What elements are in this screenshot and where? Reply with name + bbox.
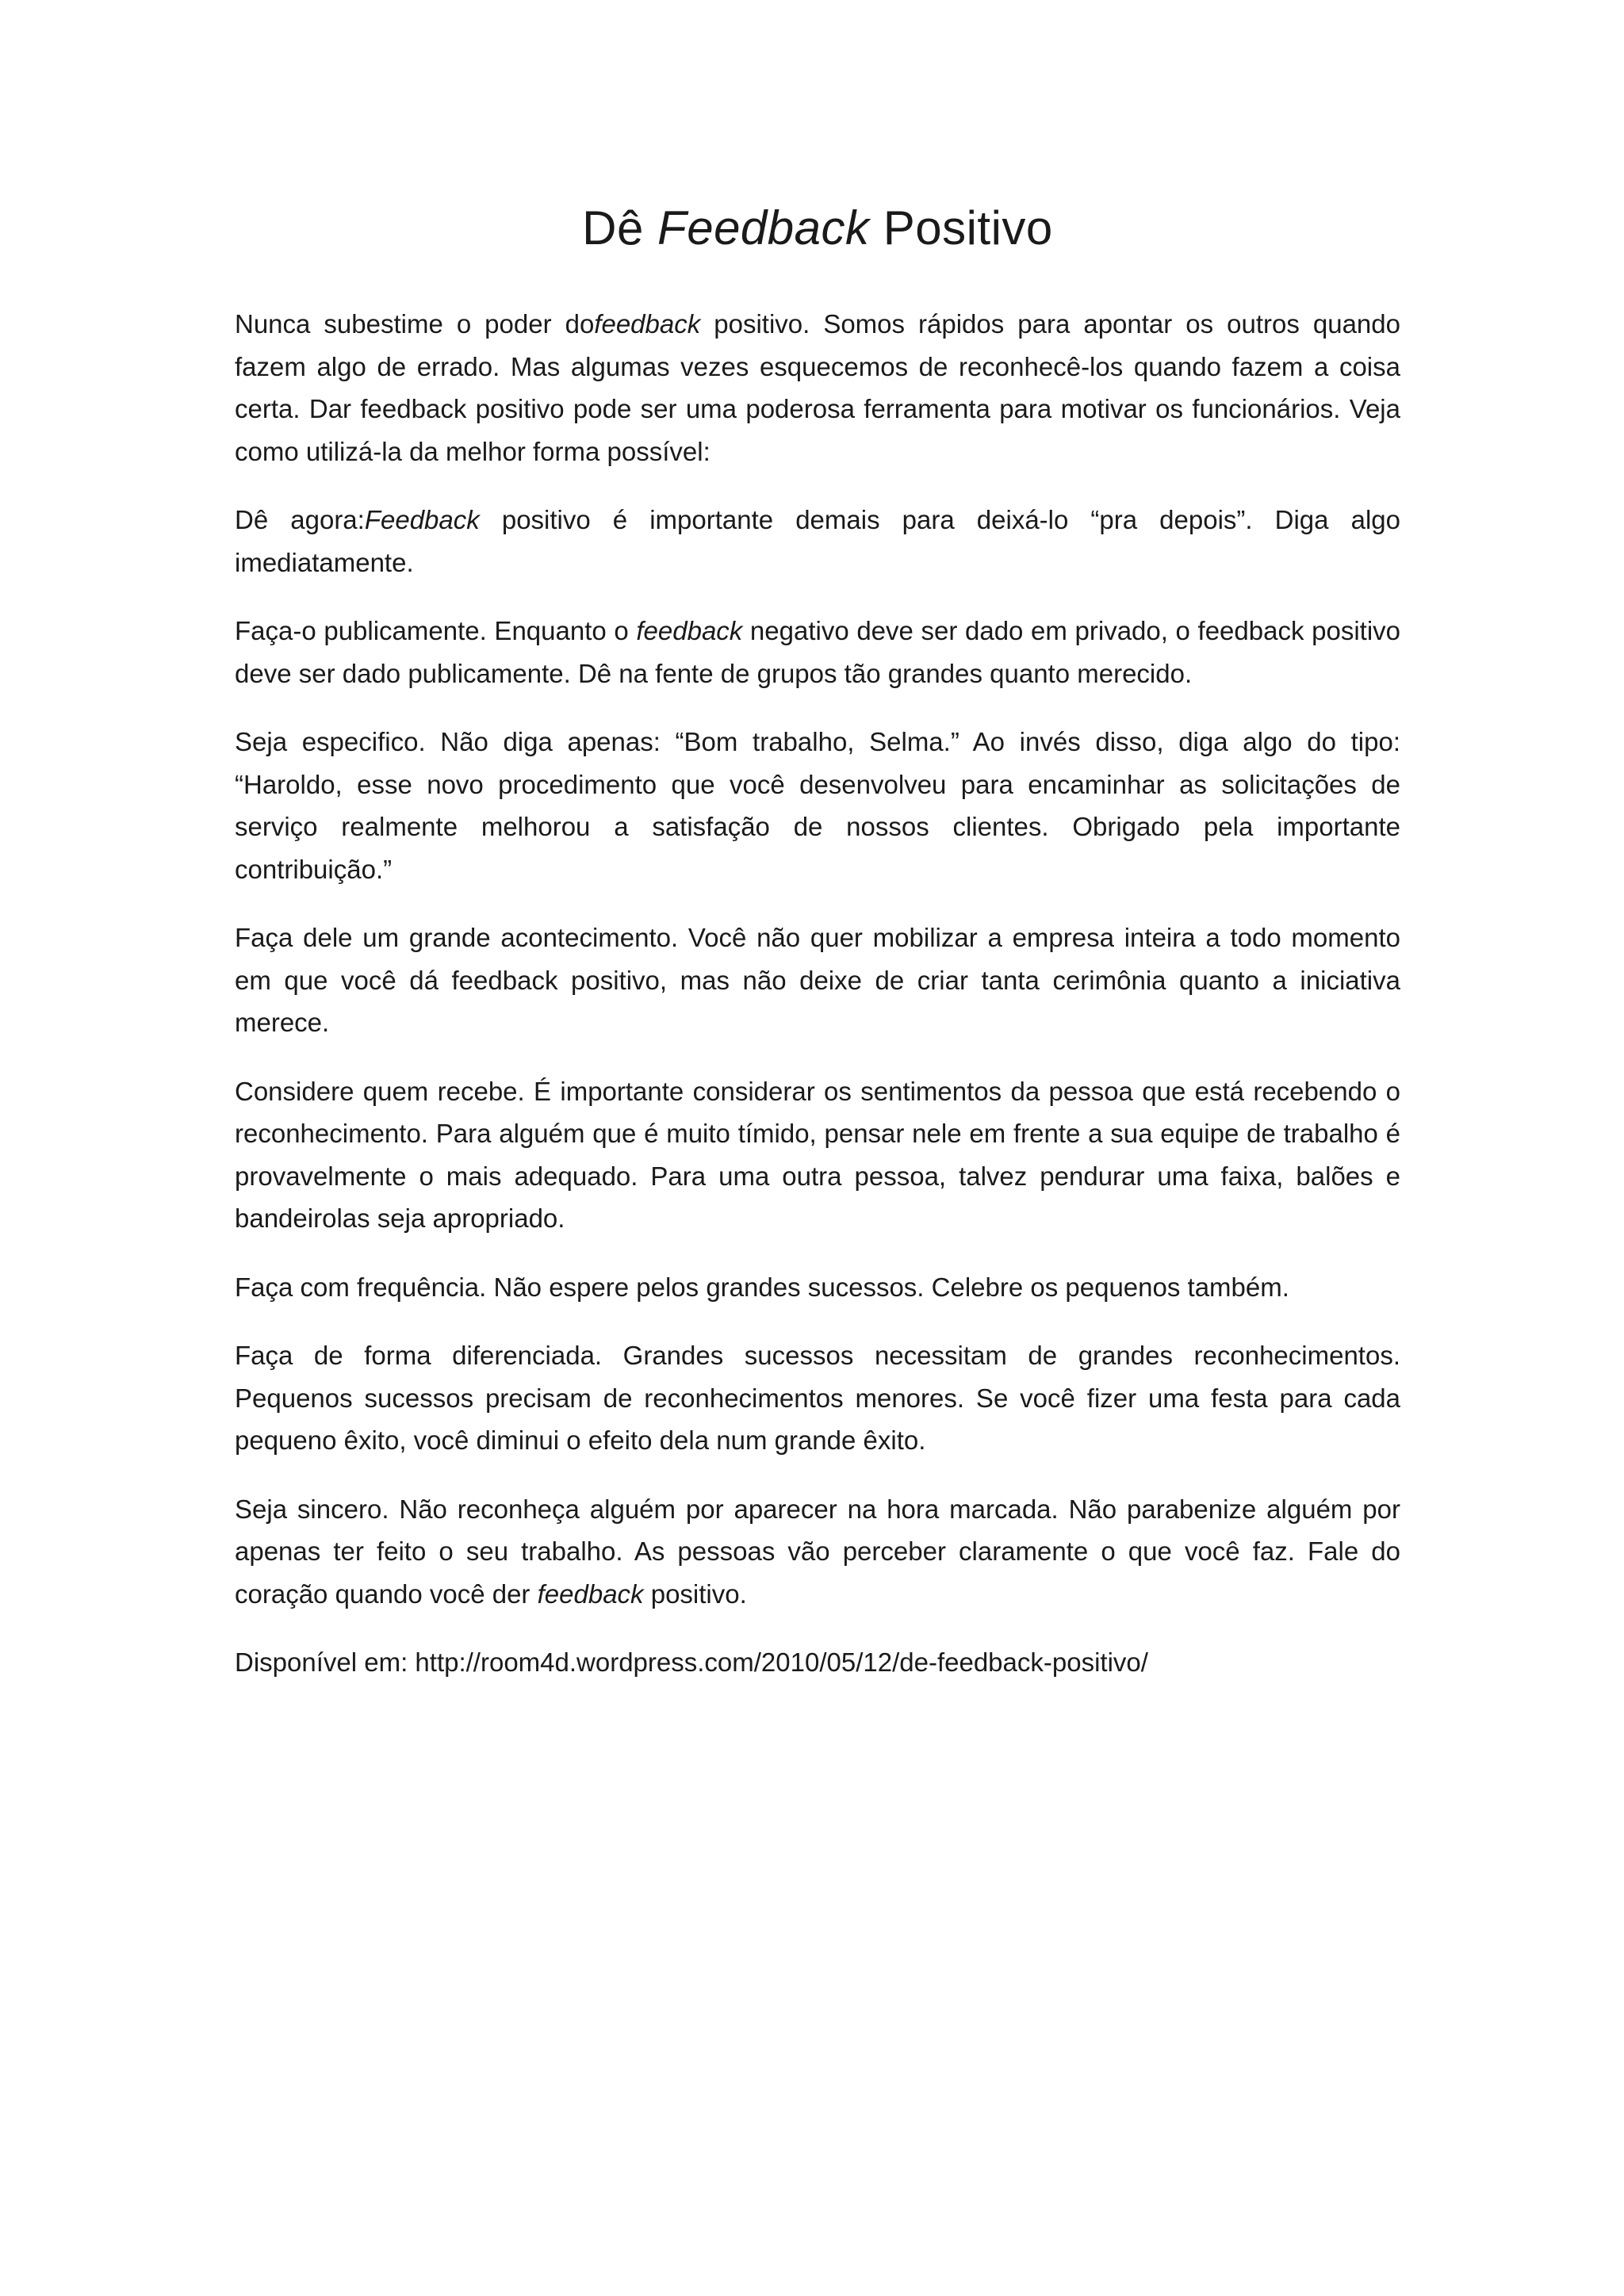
- paragraph-de-agora: [235, 499, 1400, 584]
- paragraph-especifico: Seja especifico. Não diga apenas: “Bom trabalho, Selma.” Ao invés disso, diga algo do tipo: “Haroldo, esse novo procedimento que você desenvolveu para encaminhar as solicitações de serviço realmente melhorou a satisfação de nossos clientes. Obrigado pela importante contribuição.”: [235, 727, 1400, 884]
- paragraph-text: positivo.: [643, 1578, 747, 1609]
- source-reference: Disponível em: http://room4d.wordpress.com/2010/05/12/de-feedback-positivo/: [235, 1647, 1148, 1677]
- title-post: Positivo: [869, 201, 1053, 254]
- paragraph-text: positivo. Somos rápidos para apontar os outros quando fazem algo de errado. Mas algumas vezes esquecemos de reconhecê-los quando fazem a coisa certa. Dar feedback positivo pode ser uma poderosa ferramenta para motivar os funcionários. Veja como utilizá-la da melhor forma possível:: [235, 309, 1400, 466]
- paragraph-text: Nunca subestime o poder do: [235, 309, 595, 339]
- paragraph-text: positivo é importante demais para deixá-lo “pra depois”. Diga algo imediatamente.: [235, 505, 1400, 577]
- paragraph-intro: [235, 303, 1400, 473]
- paragraph-emphasis: feedback: [594, 309, 701, 339]
- paragraph-frequencia: Faça com frequência. Não espere pelos grandes sucessos. Celebre os pequenos também.: [235, 1272, 1289, 1302]
- paragraph-text: Dê agora:: [235, 505, 365, 534]
- paragraph-text: Faça-o publicamente. Enquanto o: [235, 616, 637, 645]
- title-emphasis: Feedback: [657, 201, 870, 254]
- page-title: [235, 189, 1400, 268]
- paragraph-emphasis: feedback: [636, 616, 743, 645]
- paragraph-publicamente: [235, 610, 1400, 695]
- paragraph-text: Seja sincero. Não reconheça alguém por aparecer na hora marcada. Não parabenize alguém por apenas ter feito o seu trabalho. As pessoas vão perceber claramente o que você faz. Fale do coração quando você der: [235, 1494, 1400, 1609]
- paragraph-emphasis: Feedback: [364, 505, 480, 534]
- paragraph-emphasis: feedback: [537, 1578, 644, 1609]
- paragraph-text: negativo deve ser dado em privado, o feedback positivo deve ser dado publicamente. Dê na fente de grupos tão grandes quanto merecido.: [235, 616, 1400, 688]
- document-page: [235, 189, 1400, 1710]
- title-pre: Dê: [582, 201, 658, 254]
- paragraph-sincero: [235, 1488, 1400, 1616]
- paragraph-quem-recebe: Considere quem recebe. É importante considerar os sentimentos da pessoa que está recebendo o reconhecimento. Para alguém que é muito tímido, pensar nele em frente a sua equipe de trabalho é provavelmente o mais adequado. Para uma outra pessoa, talvez pendurar uma faixa, balões e bandeirolas seja apropriado.: [235, 1076, 1400, 1233]
- paragraph-acontecimento: Faça dele um grande acontecimento. Você não quer mobilizar a empresa inteira a todo momento em que você dá feedback positivo, mas não deixe de criar tanta cerimônia quanto a iniciativa merece.: [235, 923, 1400, 1037]
- paragraph-diferenciada: Faça de forma diferenciada. Grandes sucessos necessitam de grandes reconhecimentos. Pequenos sucessos precisam de reconhecimentos menores. Se você fizer uma festa para cada pequeno êxito, você diminui o efeito dela num grande êxito.: [235, 1341, 1400, 1455]
